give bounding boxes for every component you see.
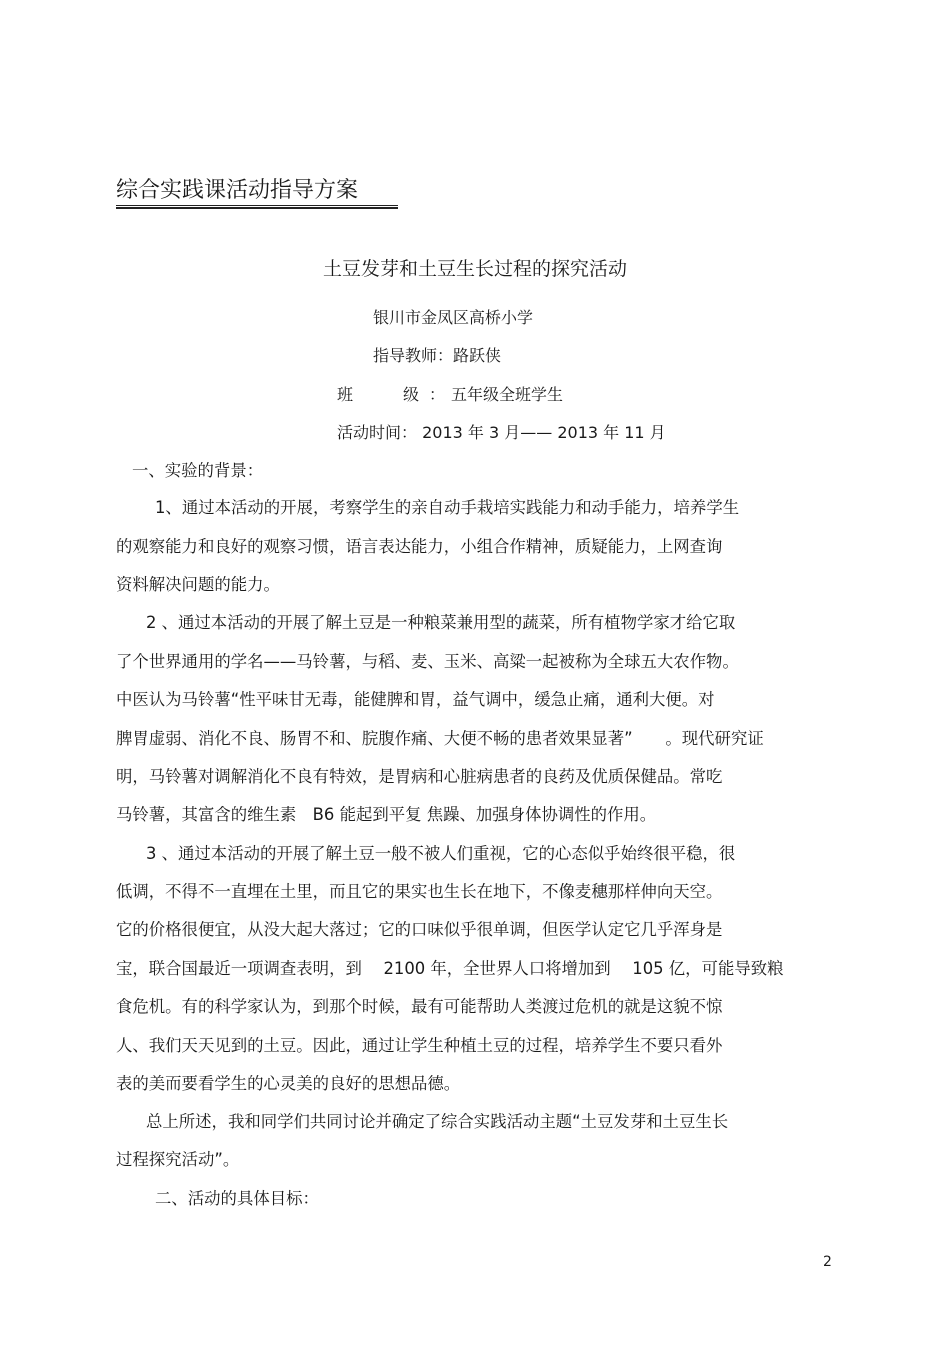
p3-line-6: 人、我们天天见到的土豆。因此，通过让学生种植土豆的过程，培养学生不要只看外 (116, 1036, 723, 1055)
activity-time: 活动时间： 2013 年 3 月—— 2013 年 11 月 (337, 423, 666, 442)
p2-line-6: 马铃薯，其富含的维生素 B6 能起到平复 焦躁、加强身体协调性的作用。 (116, 805, 657, 824)
summary-line-2: 过程探究活动”。 (116, 1150, 240, 1169)
page-number: 2 (823, 1254, 832, 1270)
document-header: 综合实践课活动指导方案 (116, 178, 359, 203)
class-colon: ： (429, 385, 446, 404)
p1-line-2: 的观察能力和良好的观察习惯，语言表达能力，小组合作精神，质疑能力，上网查询 (116, 537, 723, 556)
p3-line-5: 食危机。有的科学家认为，到那个时候，最有可能帮助人类渡过危机的就是这貌不惊 (116, 997, 723, 1016)
class-line (337, 384, 563, 406)
summary-line-1: 总上所述，我和同学们共同讨论并确定了综合实践活动主题“土豆发芽和土豆生长 (146, 1112, 729, 1131)
teacher-line: 指导教师：路跃侠 (373, 346, 502, 365)
p2-line-5: 明，马铃薯对调解消化不良有特效，是胃病和心脏病患者的良药及优质保健品。常吃 (116, 767, 723, 786)
p2-line-4: 脾胃虚弱、消化不良、肠胃不和、脘腹作痛、大便不畅的患者效果显著” 。现代研究证 (116, 729, 764, 748)
p2-line-3: 中医认为马铃薯“性平味甘无毒，能健脾和胃，益气调中，缓急止痛，通利大便。对 (116, 690, 715, 709)
p3-line-3: 它的价格很便宜，从没大起大落过；它的口味似乎很单调，但医学认定它几乎浑身是 (116, 920, 723, 939)
p1-line-3: 资料解决问题的能力。 (116, 575, 280, 594)
p2-line-2: 了个世界通用的学名——马铃薯，与稻、麦、玉米、高粱一起被称为全球五大农作物。 (116, 652, 739, 671)
p3-line-1: 3 、通过本活动的开展了解土豆一般不被人们重视，它的心态似乎始终很平稳，很 (146, 844, 736, 863)
p3-line-2: 低调，不得不一直埋在土里，而且它的果实也生长在地下，不像麦穗那样伸向天空。 (116, 882, 723, 901)
class-label-2: 级 (403, 385, 420, 404)
p1-line-1: 1、通过本活动的开展，考察学生的亲自动手栽培实践能力和动手能力，培养学生 (155, 498, 740, 517)
document-title: 土豆发芽和土豆生长过程的探究活动 (322, 258, 627, 280)
p3-line-7: 表的美而要看学生的心灵美的良好的思想品德。 (116, 1074, 461, 1093)
header-underline (116, 205, 398, 209)
school-name: 银川市金凤区高桥小学 (373, 308, 534, 327)
p2-line-1: 2 、通过本活动的开展了解土豆是一种粮菜兼用型的蔬菜，所有植物学家才给它取 (146, 613, 736, 632)
class-label-1: 班 (337, 385, 354, 404)
section1-heading: 一、实验的背景： (132, 461, 264, 480)
p3-line-4: 宝，联合国最近一项调查表明，到 2100 年，全世界人口将增加到 105 亿，可能导致粮 (116, 959, 784, 978)
section2-heading: 二、活动的具体目标： (155, 1189, 319, 1208)
class-value: 五年级全班学生 (451, 385, 564, 404)
